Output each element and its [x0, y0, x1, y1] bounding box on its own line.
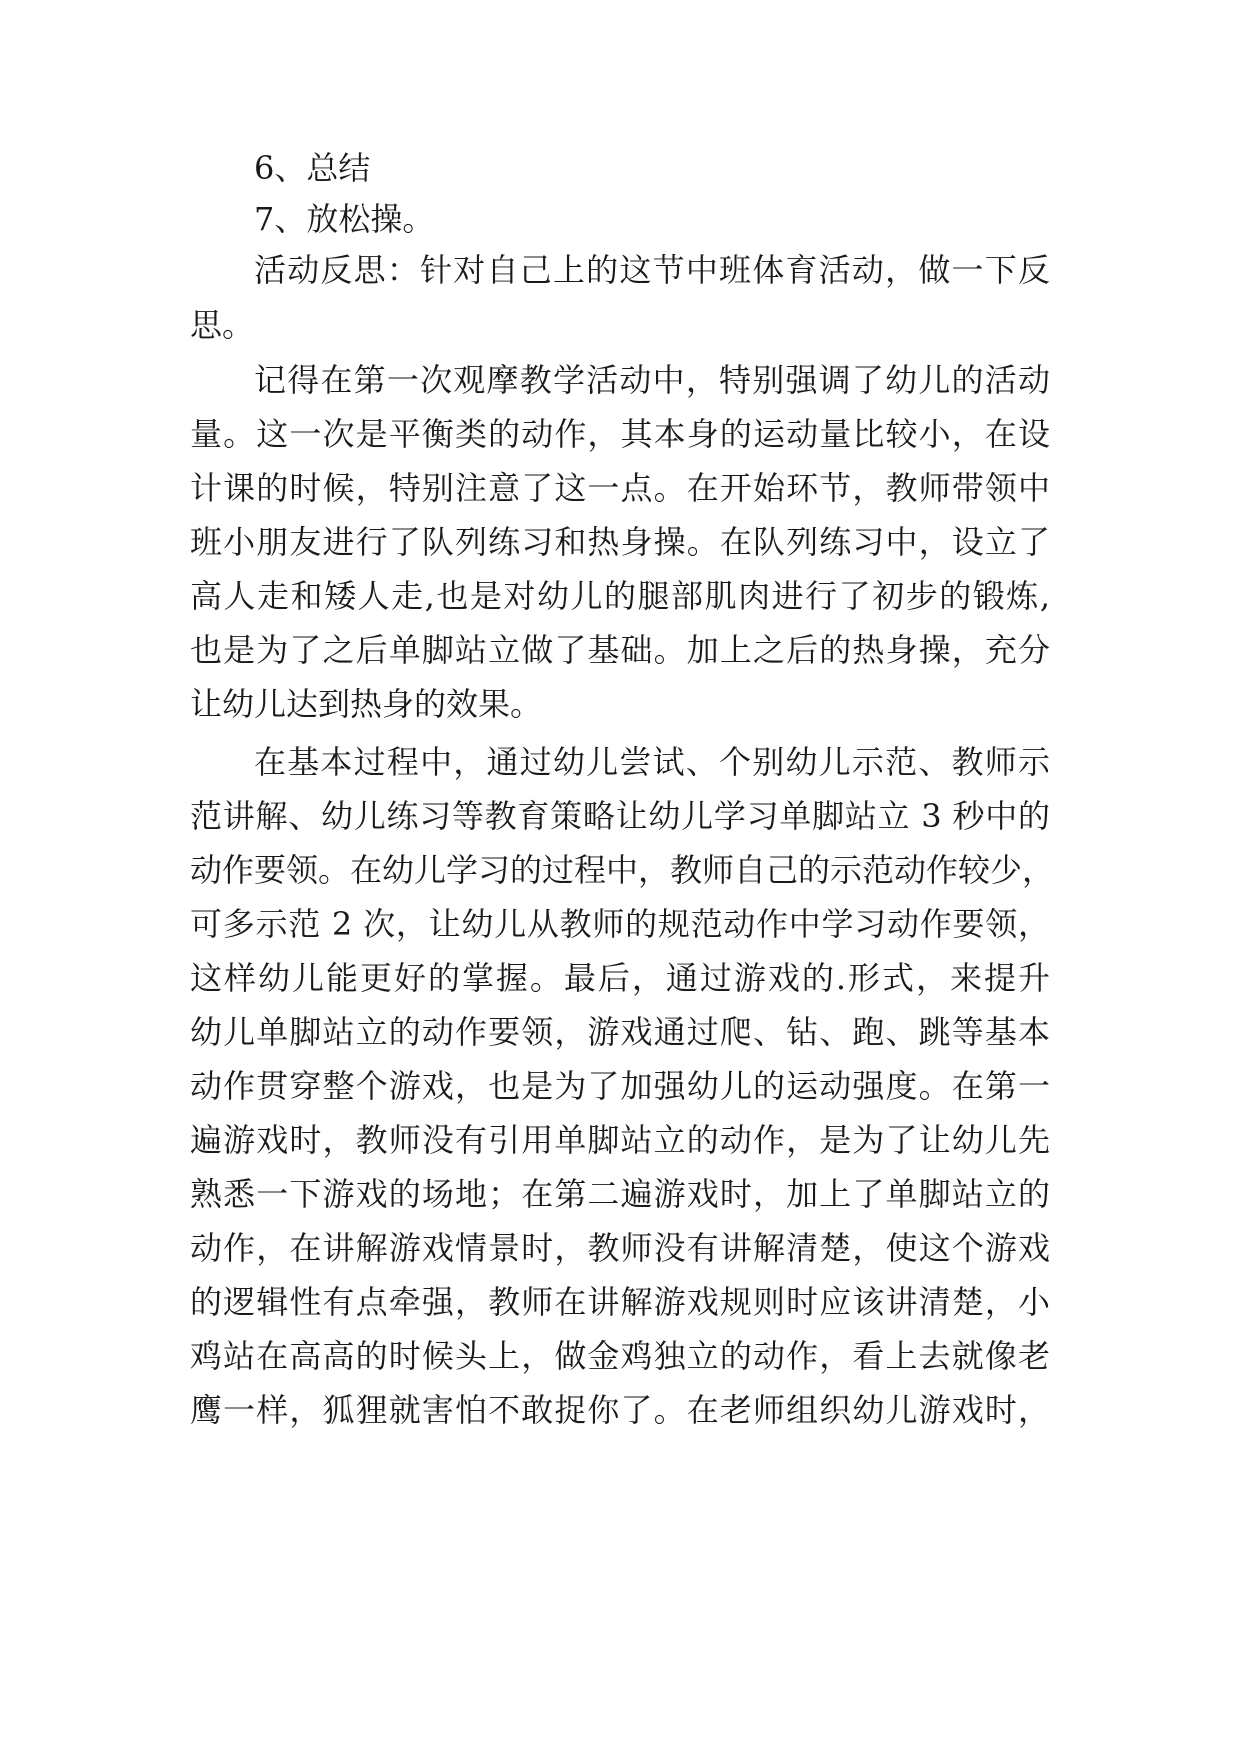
paragraph-3-line-5: 这样幼儿能更好的掌握。最后，通过游戏的.形式，来提升: [190, 959, 1050, 997]
paragraph-3-line-12: 鸡站在高高的时候头上，做金鸡独立的动作，看上去就像老: [190, 1337, 1050, 1375]
paragraph-2-line-1: 记得在第一次观摩教学活动中，特别强调了幼儿的活动: [254, 361, 1050, 399]
paragraph-reflection-line-1: 活动反思：针对自己上的这节中班体育活动，做一下反: [254, 251, 1050, 289]
paragraph-3-line-13: 鹰一样，狐狸就害怕不敢捉你了。在老师组织幼儿游戏时，: [190, 1391, 1050, 1429]
list-item-relaxation: 7、放松操。: [254, 200, 435, 238]
paragraph-2-line-7: 让幼儿达到热身的效果。: [190, 685, 543, 723]
paragraph-3-line-9: 熟悉一下游戏的场地；在第二遍游戏时，加上了单脚站立的: [190, 1175, 1050, 1213]
paragraph-3-line-10: 动作，在讲解游戏情景时，教师没有讲解清楚，使这个游戏: [190, 1229, 1050, 1267]
paragraph-3-line-11: 的逻辑性有点牵强，教师在讲解游戏规则时应该讲清楚，小: [190, 1283, 1050, 1321]
paragraph-2-line-2: 量。这一次是平衡类的动作，其本身的运动量比较小，在设: [190, 415, 1050, 453]
list-item-summary: 6、总结: [254, 149, 371, 187]
paragraph-3-line-1: 在基本过程中，通过幼儿尝试、个别幼儿示范、教师示: [254, 743, 1050, 781]
paragraph-3-line-3: 动作要领。在幼儿学习的过程中，教师自己的示范动作较少，: [190, 851, 1055, 889]
paragraph-2-line-3: 计课的时候，特别注意了这一点。在开始环节，教师带领中: [190, 469, 1050, 507]
paragraph-3-line-6: 幼儿单脚站立的动作要领，游戏通过爬、钻、跑、跳等基本: [190, 1013, 1050, 1051]
paragraph-3-line-2: 范讲解、幼儿练习等教育策略让幼儿学习单脚站立 3 秒中的: [190, 797, 1050, 835]
paragraph-3-line-8: 遍游戏时，教师没有引用单脚站立的动作，是为了让幼儿先: [190, 1121, 1050, 1159]
paragraph-2-line-4: 班小朋友进行了队列练习和热身操。在队列练习中，设立了: [190, 523, 1050, 561]
paragraph-2-line-5: 高人走和矮人走,也是对幼儿的腿部肌肉进行了初步的锻炼,: [190, 577, 1050, 615]
paragraph-3-line-7: 动作贯穿整个游戏，也是为了加强幼儿的运动强度。在第一: [190, 1067, 1050, 1105]
paragraph-3-line-4: 可多示范 2 次，让幼儿从教师的规范动作中学习动作要领，: [190, 905, 1050, 943]
paragraph-2-line-6: 也是为了之后单脚站立做了基础。加上之后的热身操，充分: [190, 631, 1050, 669]
paragraph-reflection-line-2: 思。: [190, 306, 255, 344]
